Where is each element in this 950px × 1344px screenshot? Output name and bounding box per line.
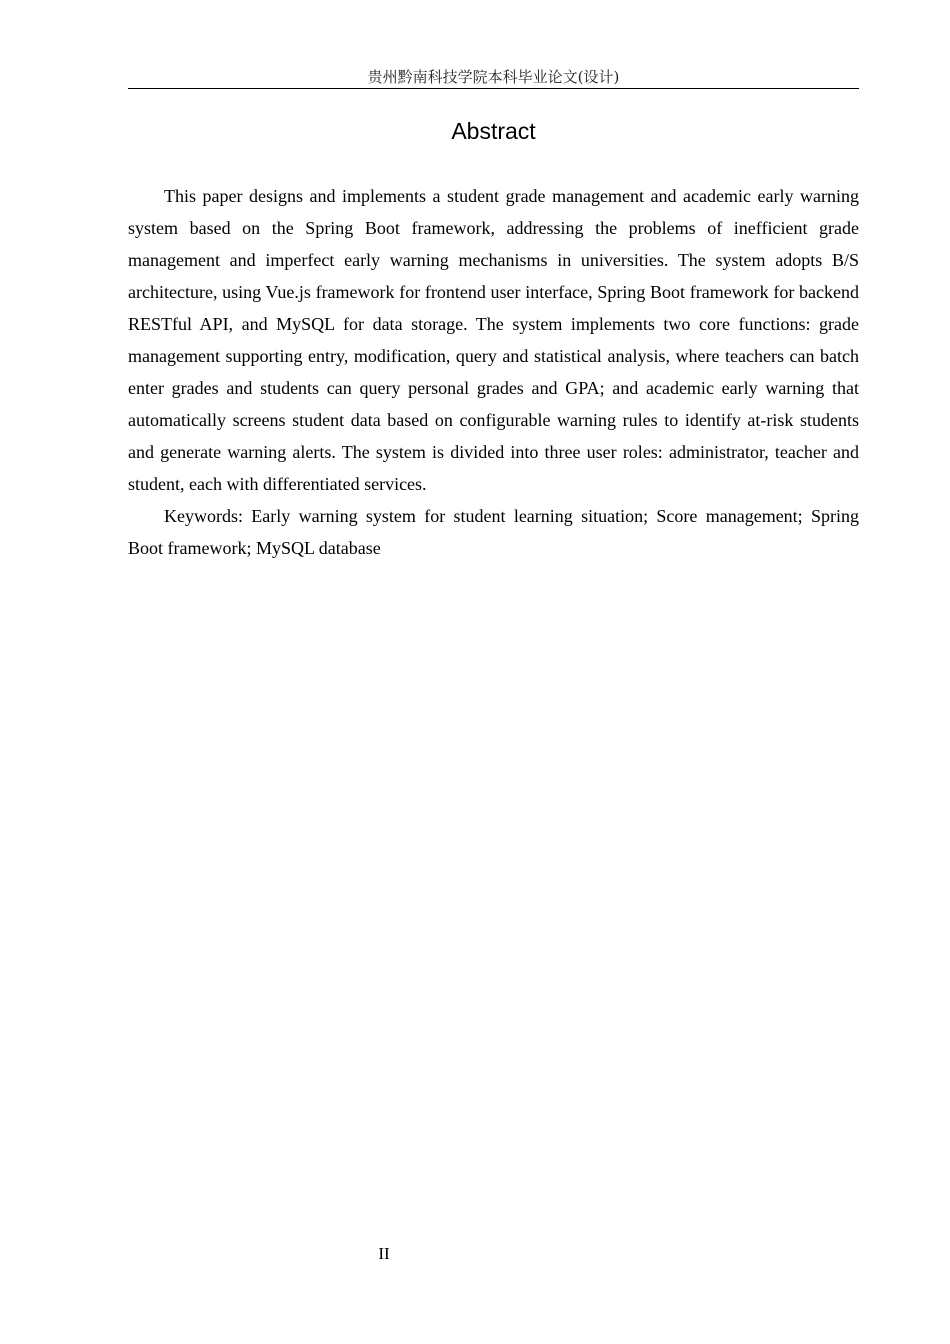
abstract-body: This paper designs and implements a student grade management and academic early warning system based on the Spring Boot framework, addressing the problems of inefficient grade management and imperfect early warning mechanisms in universities. The system adopts B/S architecture, using Vue.js framework for frontend user interface, Spring Boot framework for backend RESTful API, and MySQL for data storage. The system implements two core functions: grade management supporting entry, modification, query and statistical analysis, where teachers can batch enter grades and students can query personal grades and GPA; and academic early warning that automatically screens student data based on configurable warning rules to identify at-risk students and generate warning alerts. The system is divided into three user roles: administrator, teacher and student, each with differentiated services. — [128, 186, 859, 494]
abstract-title: Abstract — [451, 118, 536, 144]
running-header: 贵州黔南科技学院本科毕业论文(设计) — [128, 66, 859, 89]
page-number: II — [378, 1244, 390, 1263]
keywords-paragraph: Keywords: Early warning system for student learning situation; Score management; Spring Boot framework; MySQL database — [128, 506, 859, 558]
